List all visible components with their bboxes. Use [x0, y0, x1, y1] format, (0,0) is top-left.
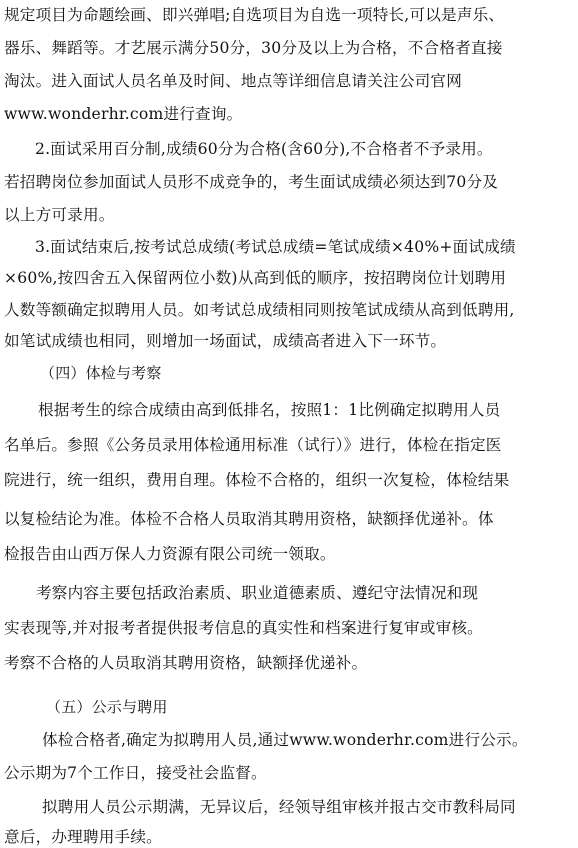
- text-line: 2.面试采用百分制,成绩60分为合格(含60分),不合格者不予录用。: [35, 140, 493, 158]
- text-line: 考察内容主要包括政治素质、职业道德素质、遵纪守法情况和现: [36, 584, 479, 602]
- text-line: 体检合格者,确定为拟聘用人员,通过www.wonderhr.com进行公示。: [42, 731, 528, 749]
- section-heading: （四）体检与考察: [40, 364, 162, 382]
- section-heading: （五）公示与聘用: [46, 698, 168, 716]
- text-line: 如笔试成绩也相同，则增加一场面试，成绩高者进入下一环节。: [4, 332, 447, 350]
- text-line: 以上方可录用。: [4, 206, 115, 224]
- text-line: 考察不合格的人员取消其聘用资格，缺额择优递补。: [4, 654, 368, 672]
- text-line: 人数等额确定拟聘用人员。如考试总成绩相同则按笔试成绩从高到低聘用,: [4, 301, 515, 319]
- text-line: 淘汰。进入面试人员名单及时间、地点等详细信息请关注公司官网: [4, 72, 463, 90]
- text-line: 若招聘岗位参加面试人员形不成竞争的，考生面试成绩必须达到70分及: [4, 173, 499, 191]
- text-line: 3.面试结束后,按考试总成绩(考试总成绩=笔试成绩×40%+面试成绩: [35, 238, 516, 256]
- text-line: 意后，办理聘用手续。: [4, 828, 162, 846]
- text-line: 检报告由山西万保人力资源有限公司统一领取。: [4, 545, 336, 563]
- text-line: 器乐、舞蹈等。才艺展示满分50分，30分及以上为合格，不合格者直接: [4, 39, 503, 57]
- text-line: 拟聘用人员公示期满，无异议后，经领导组审核并报古交市教科局同: [42, 798, 516, 816]
- text-line: 公示期为7个工作日，接受社会监督。: [4, 764, 267, 782]
- text-line: 名单后。参照《公务员录用体检通用标准（试行）》进行，体检在指定医: [4, 436, 502, 454]
- text-line: 院进行，统一组织，费用自理。体检不合格的，组织一次复检，体检结果: [4, 471, 510, 489]
- text-line: ×60%,按四舍五入保留两位小数)从高到低的顺序，按招聘岗位计划聘用: [4, 269, 507, 287]
- text-line: 规定项目为命题绘画、即兴弹唱;自选项目为自选一项特长,可以是声乐、: [4, 6, 505, 24]
- text-line: 根据考生的综合成绩由高到低排名，按照1：1比例确定拟聘用人员: [38, 401, 501, 419]
- text-line: www.wonderhr.com进行查询。: [4, 105, 243, 123]
- text-line: 以复检结论为准。体检不合格人员取消其聘用资格，缺额择优递补。体: [4, 510, 494, 528]
- text-line: 实表现等,并对报考者提供报考信息的真实性和档案进行复审或审核。: [4, 619, 483, 637]
